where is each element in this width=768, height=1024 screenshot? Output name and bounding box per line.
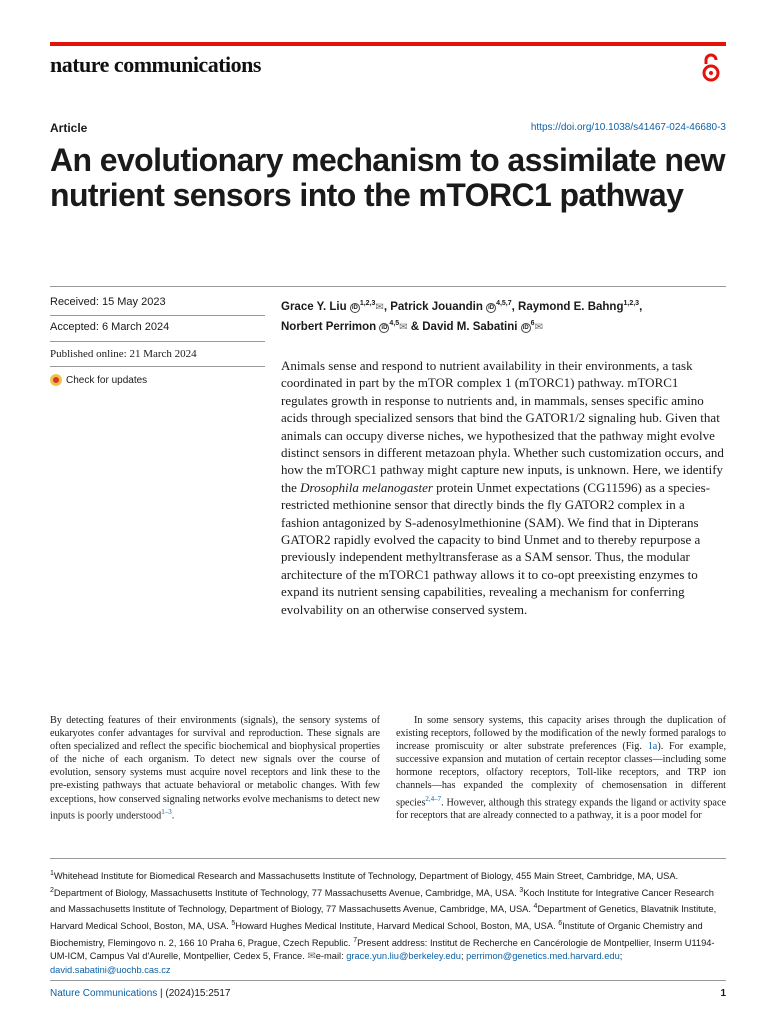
- check-for-updates-button[interactable]: [50, 374, 147, 386]
- reference-link[interactable]: 2,4–7: [425, 794, 442, 803]
- footnote-divider: [50, 858, 726, 859]
- affiliation-text: Institute of Organic Chemistry and Biochemistry, Flemingovo n. 2, 166 10 Praha 6, Prague, Czech Republic.: [50, 921, 703, 948]
- footer-citation: [50, 988, 230, 999]
- check-updates-label: Check for updates: [66, 374, 148, 386]
- email-icon: ✉: [307, 951, 316, 963]
- published-date: Published online: 21 March 2024: [50, 348, 197, 360]
- author-name: Grace Y. Liu: [281, 300, 347, 313]
- email-separator: ;: [619, 951, 623, 962]
- body-column-left: [50, 714, 380, 822]
- species-name: Drosophila melanogaster: [300, 479, 433, 495]
- open-access-icon: [700, 52, 722, 84]
- affiliation-text: Whitehead Institute for Biomedical Research and Massachusetts Institute of Technology, Department of Biology, 455 Main Street, Cambridge, MA, USA.: [53, 871, 679, 882]
- email-link[interactable]: grace.yun.liu@berkeley.edu: [346, 951, 461, 962]
- orcid-icon[interactable]: iD: [351, 304, 358, 311]
- email-link[interactable]: david.sabatini@uochb.cas.cz: [50, 965, 171, 976]
- body-text: In some sensory systems, this capacity arises through the duplication of existing receptors, followed by the modification of the newly formed paralogs to increase promiscuity or alter substrate preferences (Fig.: [396, 715, 726, 753]
- footer-divider: [50, 980, 726, 981]
- orcid-icon[interactable]: iD: [381, 324, 388, 331]
- meta-divider: [50, 315, 265, 316]
- email-separator: ;: [460, 951, 467, 962]
- meta-divider: [50, 341, 265, 342]
- affiliation-text: Department of Biology, Massachusetts Institute of Technology, 77 Massachusetts Avenue, Cambridge, MA, USA.: [53, 887, 517, 898]
- doi-link[interactable]: https://doi.org/10.1038/s41467-024-46680-3: [530, 122, 726, 133]
- abstract-text: Animals sense and respond to nutrient availability in their environments, a task coordinated in part by the mTOR complex 1 (mTORC1) pathway. mTORC1 regulates growth in response to nutrients and, in mammals, senses specific amino acids through specialized sensors that bind the GATOR1/2 signaling hub. Given that animals can occupy diverse niches, we hypothesized that the pathway might evolve distinct sensors in different metazoan phyla. Whether such customization occurs, and how the mTORC1 pathway might capture new inputs, is unknown. Here, we identify the: [281, 358, 724, 495]
- affiliation-number: 6: [558, 920, 563, 928]
- affiliation-number: 3: [519, 886, 524, 894]
- figure-link[interactable]: 1a: [647, 741, 658, 753]
- orcid-icon[interactable]: iD: [522, 324, 529, 331]
- author-name: & David M. Sabatini: [407, 320, 518, 333]
- body-text: . However, although this strategy expands the ligand or activity space for receptors that are already connected to a pathway, it is a poor model for: [396, 796, 726, 822]
- footer-citation-text: | (2024)15:2517: [157, 988, 231, 999]
- abstract-text: protein Unmet expectations (CG11596) as a species-restricted methionine sensor that directly binds the fly GATOR2 complex in a fashion antagonized by S-adenosylmethionine (SAM). We find that in Dipterans GATOR2 rapidly evolved the capacity to bind Unmet and to thereby repurpose a previously independent methyltransferase as a SAM sensor. Thus, the modular architecture of the mTORC1 pathway allows it to co-opt preexisting enzymes to expand its nutrient sensing capabilities, revealing a mechanism for conferring evolvability on an otherwise conserved system.: [281, 479, 711, 617]
- email-link[interactable]: perrimon@genetics.med.harvard.edu: [466, 951, 620, 962]
- reference-link[interactable]: 1–3: [161, 807, 172, 816]
- body-text: .: [171, 810, 175, 822]
- body-text: By detecting features of their environments (signals), the sensory systems of eukaryotes confer advantages for survival and reproduction. These signals are often specialized and reflect the specific biochemical and biophysical properties of the niche of each organism. To detect new signals over the course of evolution, sensory systems must acquire novel receptors and link these to the pre-existing pathways that actuate behavioral or metabolic changes. With few exceptions, how conserved signaling networks evolve mechanisms to detect new inputs is poorly understood: [50, 715, 380, 822]
- title-divider: [50, 286, 726, 287]
- affiliation-text: Department of Genetics, Blavatnik Institute, Harvard Medical School, Boston, MA, USA.: [50, 904, 717, 932]
- affiliation-number: 2: [50, 886, 54, 894]
- affiliation-marker: 6: [530, 319, 535, 327]
- footer-journal-link[interactable]: Nature Communications: [50, 988, 158, 999]
- affiliation-text: Koch Institute for Integrative Cancer Research and Massachusetts Institute of Technology, Department of Biology, 77 Massachusetts Avenue, Cambridge, MA, USA.: [50, 887, 714, 915]
- author-separator: ,: [639, 300, 643, 313]
- author-name: , Raymond E. Bahng: [511, 300, 624, 313]
- affiliation-number: 1: [50, 870, 54, 877]
- meta-divider: [50, 366, 265, 367]
- header-accent-bar: [50, 42, 726, 46]
- affiliation-marker: 4,5,7: [496, 300, 512, 307]
- journal-name: nature communications: [50, 52, 261, 77]
- affiliation-text: Present address: Institut de Recherche en Cancérologie de Montpellier, Inserm U1194-UM-ICM, Campus Val d'Aurelle, Montpellier, Cedex 5, France.: [50, 937, 715, 962]
- affiliation-number: 5: [231, 920, 236, 928]
- email-icon[interactable]: ✉: [399, 321, 408, 333]
- author-name: Norbert Perrimon: [281, 320, 377, 333]
- abstract: [281, 357, 726, 618]
- affiliation-marker: 1,2,3: [359, 300, 376, 307]
- orcid-icon[interactable]: iD: [488, 304, 495, 311]
- check-updates-icon: [50, 374, 62, 386]
- page-number: 1: [720, 988, 726, 999]
- affiliations: [50, 867, 726, 978]
- affiliation-text: Howard Hughes Medical Institute, Harvard Medical School, Boston, MA, USA.: [235, 921, 556, 932]
- body-column-right: [396, 714, 726, 822]
- affiliation-number: 7: [353, 936, 358, 944]
- affiliation-number: 4: [533, 903, 538, 911]
- article-type-label: Article: [50, 121, 88, 135]
- email-icon[interactable]: ✉: [534, 321, 543, 333]
- accepted-date: Accepted: 6 March 2024: [50, 321, 170, 333]
- email-label: e-mail:: [315, 951, 347, 962]
- affiliation-marker: 4,5: [389, 319, 400, 327]
- body-text: ). For example, successive expansion and mutation of certain receptor classes—including some hormone receptors, olfactory receptors, Toll-like receptors, and TRP ion channels—has expanded the complexity of chemosensation in different species: [396, 741, 726, 808]
- author-list: [281, 296, 726, 336]
- email-icon[interactable]: ✉: [375, 301, 384, 313]
- received-date: Received: 15 May 2023: [50, 296, 166, 308]
- author-name: , Patrick Jouandin: [383, 300, 483, 313]
- article-title: An evolutionary mechanism to assimilate new nutrient sensors into the mTORC1 pathway: [50, 142, 725, 213]
- affiliation-marker: 1,2,3: [623, 300, 640, 307]
